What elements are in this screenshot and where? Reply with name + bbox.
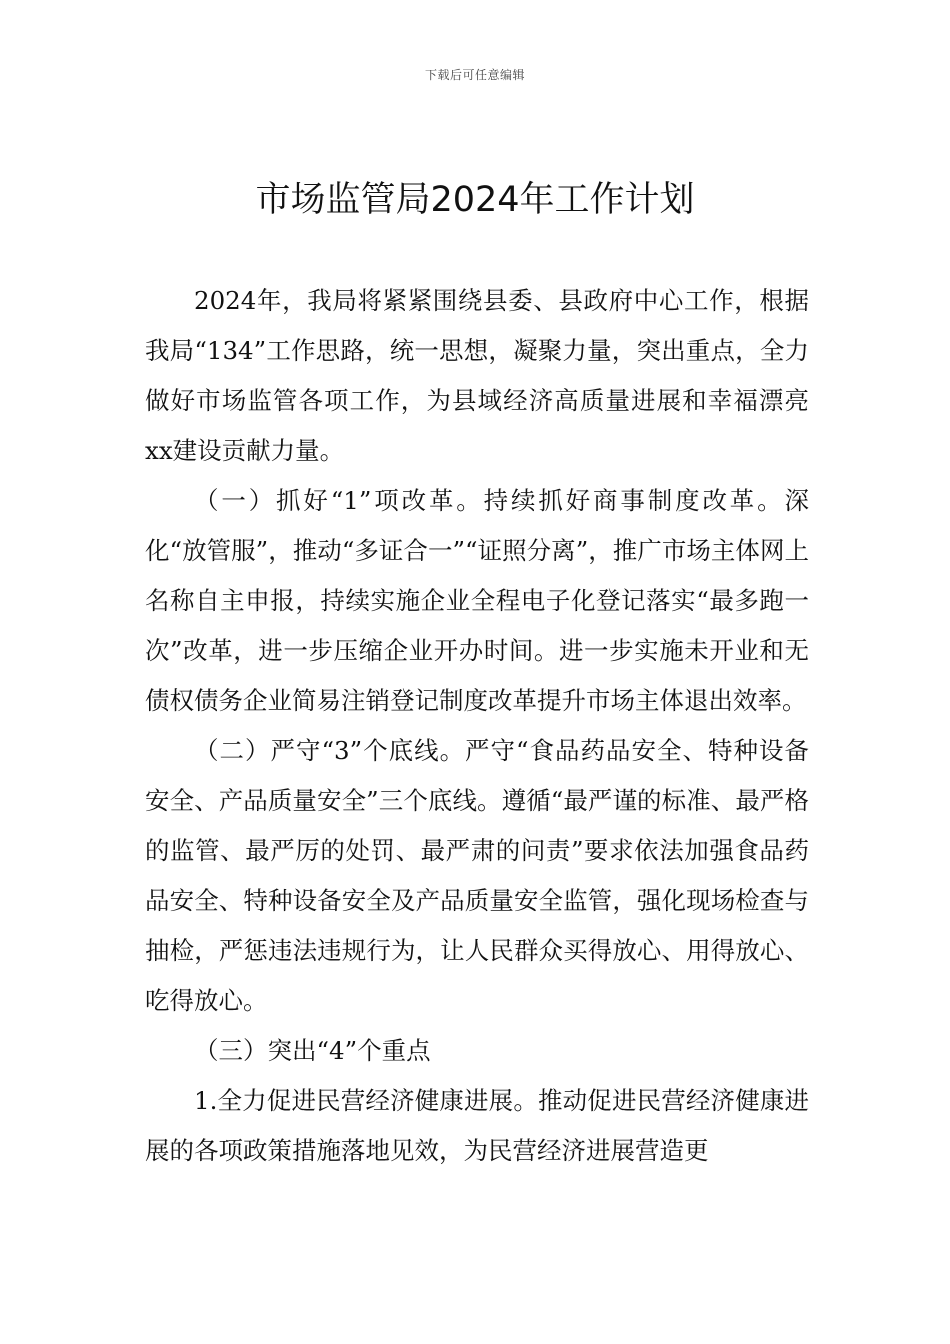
paragraph-section-3-heading: （三）突出“4”个重点 [194,1036,431,1065]
paragraph-section-2: （二）严守“3”个底线。严守“食品药品安全、特种设备安全、产品质量安全”三个底线。遵循“最严谨的标准、最严格的监管、最严厉的处罚、最严肃的问责”要求依法加强食品药品安全、特种设备安全及产品质量安全监管，强化现场检查与抽检，严惩违法违规行为，让人民群众买得放心、用得放心、吃得放心。 [145,736,809,1015]
document-title: 市场监管局2024年工作计划 [255,180,695,220]
paragraph-item-1: 1.全力促进民营经济健康进展。推动促进民营经济健康进展的各项政策措施落地见效，为民营经济进展营造更 [145,1086,809,1165]
document-body [145,276,809,1176]
paragraph-intro: 2024年，我局将紧紧围绕县委、县政府中心工作，根据我局“134”工作思路，统一思想，凝聚力量，突出重点，全力做好市场监管各项工作，为县域经济高质量进展和幸福漂亮xx建设贡献力量。 [145,286,809,465]
paragraph-section-1: （一）抓好“1”项改革。持续抓好商事制度改革。深化“放管服”，推动“多证合一”“证照分离”，推广市场主体网上名称自主申报，持续实施企业全程电子化登记落实“最多跑一次”改革，进一步压缩企业开办时间。进一步实施未开业和无债权债务企业简易注销登记制度改革提升市场主体退出效率。 [145,486,809,715]
header-note: 下载后可任意编辑 [424,68,525,82]
